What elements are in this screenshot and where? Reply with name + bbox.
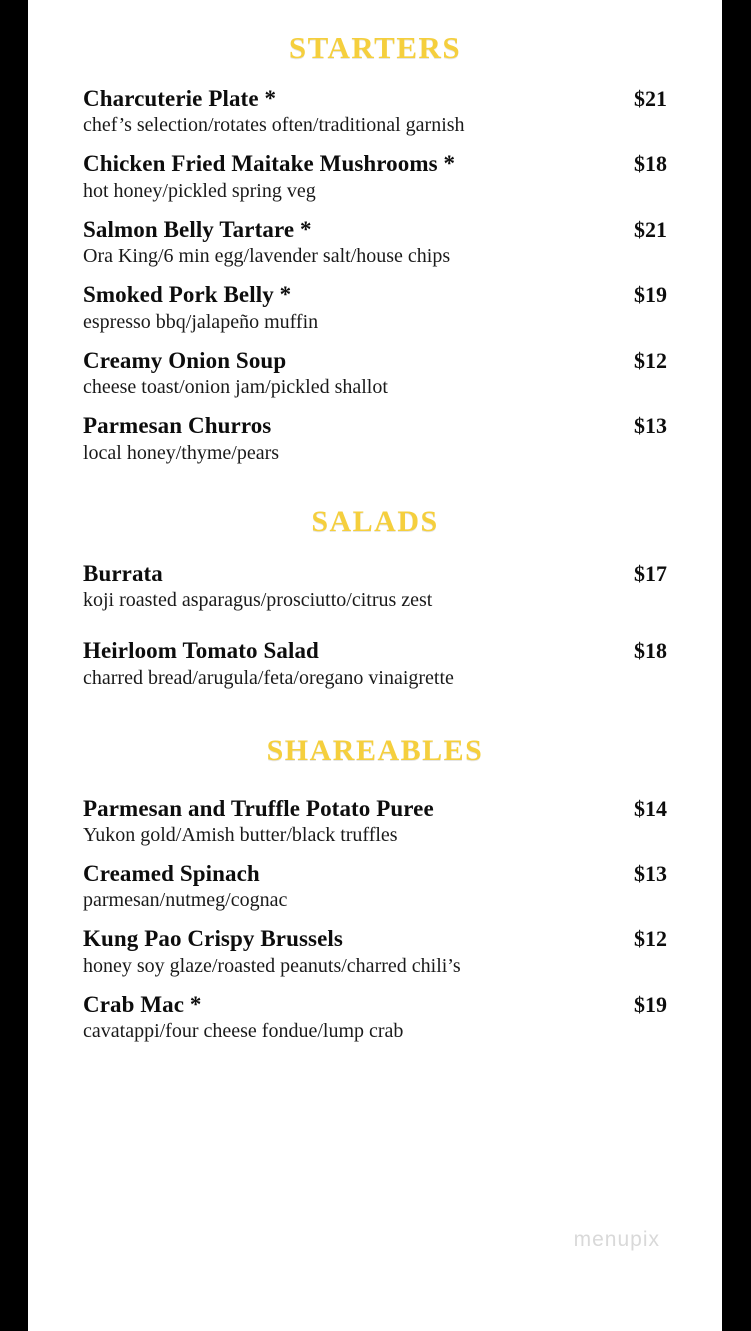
menu-item-price: $19 [634, 991, 667, 1017]
menupix-watermark: menupix [573, 1228, 660, 1251]
section-title-starters: STARTERS [288, 30, 462, 65]
menu-item-price: $19 [634, 282, 667, 308]
menu-item-description: Ora King/6 min egg/lavender salt/house chips [83, 245, 451, 268]
menu-item-name: Kung Pao Crispy Brussels [83, 926, 343, 952]
menu-item-price: $21 [634, 86, 667, 111]
menu-item [83, 992, 667, 1043]
menu-item [83, 413, 667, 464]
menu-item-name: Parmesan and Truffle Potato Puree [83, 795, 434, 821]
menu-item-price: $13 [634, 860, 667, 886]
menu-item-description: espresso bbq/jalapeño muffin [83, 310, 319, 333]
menu-item [83, 348, 667, 399]
menu-item-head [83, 217, 667, 243]
menu-item-name: Creamy Onion Soup [83, 347, 287, 373]
menu-item-head [83, 926, 667, 952]
menu-item-head [83, 861, 667, 887]
menu-item-name: Heirloom Tomato Salad [83, 638, 319, 664]
menu-item [83, 282, 667, 333]
section-title-salads: SALADS [311, 504, 439, 538]
menu-item-price: $12 [634, 347, 667, 373]
menu-item-description: parmesan/nutmeg/cognac [83, 889, 288, 912]
menu-page [28, 0, 722, 1331]
menu-item [83, 561, 667, 612]
menu-item-head [83, 796, 667, 822]
menu-item [83, 86, 667, 137]
menu-item-price: $18 [634, 151, 667, 177]
menu-item [83, 926, 667, 977]
menu-item-price: $17 [634, 560, 667, 586]
menu-item-price: $21 [634, 216, 667, 242]
menu-item-description: Yukon gold/Amish butter/black truffles [83, 823, 398, 846]
menu-item-name: Salmon Belly Tartare * [83, 216, 312, 242]
menu-item-description: charred bread/arugula/feta/oregano vinaigrette [83, 666, 454, 689]
menu-item-description: cheese toast/onion jam/pickled shallot [83, 376, 388, 399]
menu-item-head [83, 992, 667, 1018]
menu-item-description: hot honey/pickled spring veg [83, 179, 316, 202]
menu-item-head [83, 282, 667, 308]
menu-item-name: Chicken Fried Maitake Mushrooms * [83, 151, 456, 177]
menu-item-price: $13 [634, 413, 667, 439]
menu-item-price: $12 [634, 926, 667, 952]
menu-item-head [83, 151, 667, 177]
menu-item [83, 638, 667, 689]
menu-item-description: chef’s selection/rotates often/traditional garnish [83, 114, 465, 137]
menu-item-description: koji roasted asparagus/prosciutto/citrus zest [83, 589, 433, 612]
menu-item-head [83, 561, 667, 587]
menu-item-head [83, 638, 667, 664]
menu-item-description: honey soy glaze/roasted peanuts/charred chili’s [83, 954, 461, 977]
menu-item-head [83, 413, 667, 439]
menu-content [28, 0, 722, 1057]
menu-item [83, 861, 667, 912]
menu-item-description: cavatappi/four cheese fondue/lump crab [83, 1020, 404, 1043]
section-title-shareables: SHAREABLES [266, 733, 484, 767]
menu-item [83, 217, 667, 268]
menu-item-name: Crab Mac * [83, 991, 202, 1017]
menu-item-name: Parmesan Churros [83, 413, 272, 439]
menu-item-description: local honey/thyme/pears [83, 441, 280, 464]
menu-item-name: Charcuterie Plate * [83, 86, 277, 111]
menu-item [83, 151, 667, 202]
menu-item-price: $18 [634, 638, 667, 664]
menu-item-price: $14 [634, 795, 667, 821]
menu-item-head [83, 348, 667, 374]
menu-item-name: Burrata [83, 560, 163, 586]
menu-item-name: Creamed Spinach [83, 860, 260, 886]
menu-item-name: Smoked Pork Belly * [83, 282, 292, 308]
menu-item [83, 796, 667, 847]
menu-item-head [83, 86, 667, 112]
